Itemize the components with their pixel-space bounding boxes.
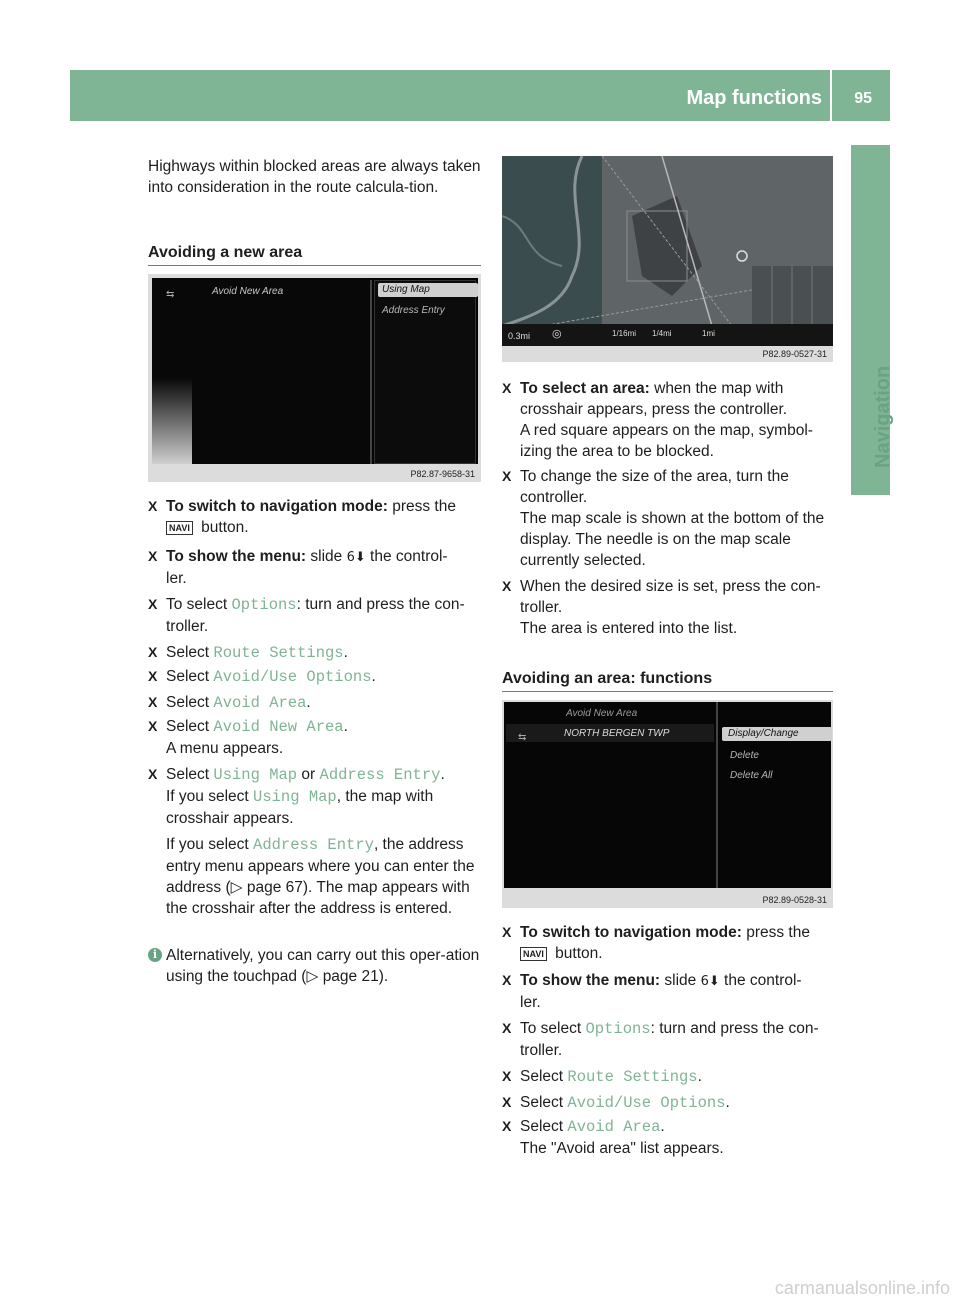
screen-display (504, 702, 831, 888)
step: X To change the size of the area, turn the controller. The map scale is shown at the bottom of the display. The needle is on the map scale currently selected. (502, 468, 825, 569)
step: X To show the menu: slide 6⬇ the control-ler. (148, 548, 448, 587)
scale-mark: 1/4mi (652, 329, 672, 338)
menu-item-display-change[interactable]: Display/Change (722, 727, 832, 741)
step: X To select Options: turn and press the con-troller. (502, 1020, 819, 1059)
navi-button-icon: NAVI (166, 521, 193, 535)
menu-item-using-map[interactable]: Using Map (378, 283, 478, 297)
step: X To show the menu: slide 6⬇ the control-ler. (502, 972, 802, 1011)
chapter-tab-label: Navigation (872, 365, 894, 468)
step: X To select an area: when the map with crosshair appears, press the controller. A red square appears on the map, symbol-izing the area to be blocked. (502, 380, 813, 460)
step: X Select Avoid/Use Options. (502, 1094, 730, 1112)
compass-icon: ◎ (552, 328, 562, 340)
section-heading-avoiding-area-functions: Avoiding an area: functions (502, 670, 713, 687)
section-rule (148, 265, 481, 266)
step: X When the desired size is set, press the con-troller. The area is entered into the list. (502, 578, 821, 637)
menu-item-delete[interactable]: Delete (730, 750, 759, 761)
menu-item-delete-all[interactable]: Delete All (730, 770, 773, 781)
step: X To select Options: turn and press the con-troller. (148, 596, 465, 635)
step: X To switch to navigation mode: press the NAVI button. (148, 498, 456, 536)
info-icon: i (148, 948, 162, 962)
screen-display (152, 278, 478, 464)
navi-button-icon: NAVI (520, 947, 547, 961)
page-number: 95 (854, 90, 872, 107)
header-divider (830, 70, 832, 121)
controller-icon: 6⬇ (700, 974, 720, 989)
image-code: P82.89-0528-31 (762, 895, 827, 905)
list-entry-icon: ⇆ (518, 732, 527, 743)
step: X Select Avoid Area. The "Avoid area" list appears. (502, 1118, 724, 1157)
step: X Select Avoid New Area. A menu appears. (148, 718, 348, 757)
screen-title: Avoid New Area (566, 708, 638, 719)
screen-title: Avoid New Area (212, 286, 284, 297)
step: X To switch to navigation mode: press the NAVI button. (502, 924, 810, 962)
section-rule (502, 691, 833, 692)
scale-mark: 1mi (702, 329, 715, 338)
controller-icon: 6⬇ (346, 550, 366, 565)
map-scale-current: 0.3mi (508, 331, 531, 341)
screen-glare (152, 378, 192, 464)
back-icon: ⇆ (166, 289, 175, 300)
scale-mark: 1/16mi (612, 329, 637, 338)
image-code: P82.89-0527-31 (762, 349, 827, 359)
info-note: Alternatively, you can carry out this oper-ation using the touchpad (▷ page 21). (166, 947, 480, 985)
step: X Select Avoid/Use Options. (148, 668, 376, 686)
step: X Select Route Settings. (502, 1068, 702, 1086)
page-header-title: Map functions (686, 87, 822, 109)
map-display (502, 156, 833, 346)
screenshot-map (502, 156, 833, 362)
step: X Select Avoid Area. (148, 694, 311, 712)
image-code: P82.87-9658-31 (410, 469, 475, 479)
screenshot-avoid-new-area (148, 274, 481, 482)
watermark: carmanualsonline.info (774, 1278, 950, 1298)
step: X Select Using Map or Address Entry. If you select Using Map, the map with crosshair appears. If you select Address Entry, the address entry menu appears where you can enter the address (▷ page 67). The map appears with the crosshair after the address is entered. (148, 766, 475, 917)
step: X Select Route Settings. (148, 644, 348, 662)
menu-item-address-entry[interactable]: Address Entry (382, 305, 445, 316)
section-heading-avoid-new-area: Avoiding a new area (148, 244, 303, 261)
avoid-area-entry[interactable]: NORTH BERGEN TWP (564, 728, 670, 739)
intro-paragraph: Highways within blocked areas are always taken into consideration in the route calcula-tion. (148, 158, 481, 196)
page-header (70, 70, 890, 121)
screenshot-avoid-area-functions (502, 700, 833, 908)
